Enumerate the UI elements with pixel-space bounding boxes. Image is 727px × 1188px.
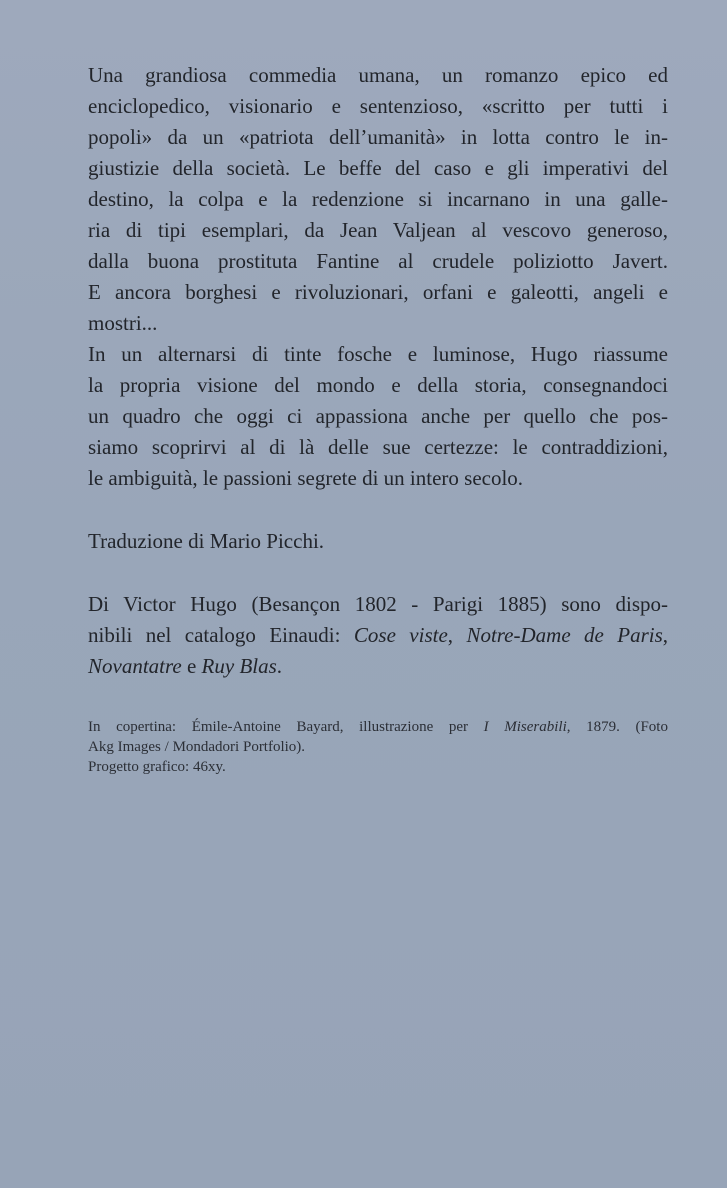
author-note-line-3 xyxy=(88,651,668,682)
blurb-line: dalla buona prostituta Fantine al crudele poliziotto Javert. xyxy=(88,249,668,273)
book-title-novantatre: Novantatre xyxy=(88,654,182,678)
blurb-line: enciclopedico, visionario e sentenzioso, «scritto per tutti i xyxy=(88,94,668,118)
book-title-cose-viste: Cose viste xyxy=(353,623,448,647)
blurb-paragraph-2 xyxy=(88,339,668,494)
cover-credit-line-1 xyxy=(88,717,668,737)
book-title-notre-dame: Notre-Dame de Paris xyxy=(466,623,663,647)
author-note xyxy=(88,589,668,682)
paragraph-gap xyxy=(88,557,668,589)
blurb-line: siamo scoprirvi al di là delle sue certezze: le contraddizioni, xyxy=(88,435,668,459)
blurb-text xyxy=(88,60,668,682)
blurb-line: giustizie della società. Le beffe del caso e gli imperativi del xyxy=(88,156,668,180)
author-note-line-1: Di Victor Hugo (Besançon 1802 - Parigi 1885) sono dispo- xyxy=(88,592,668,616)
conjunction: e xyxy=(181,654,202,678)
design-credit: Progetto grafico: 46xy. xyxy=(88,759,226,775)
blurb-line: E ancora borghesi e rivoluzionari, orfani e galeotti, angeli e xyxy=(88,280,668,304)
blurb-line: le ambiguità, le passioni segrete di un intero secolo. xyxy=(88,466,524,490)
cover-credit-prefix: In copertina: Émile-Antoine Bayard, illustrazione per xyxy=(88,719,484,735)
translation-credit xyxy=(88,526,668,557)
cover-credit-suffix: , 1879. (Foto xyxy=(566,719,668,735)
author-note-prefix: nibili nel catalogo Einaudi: xyxy=(88,623,354,647)
cover-credit-title: I Miserabili xyxy=(483,719,567,735)
cover-credits xyxy=(88,717,668,777)
blurb-line: In un alternarsi di tinte fosche e luminose, Hugo riassume xyxy=(88,342,668,366)
blurb-paragraph-1 xyxy=(88,60,668,339)
cover-credit-line-2: Akg Images / Mondadori Portfolio). xyxy=(88,739,306,755)
separator: , xyxy=(662,623,669,647)
blurb-line: popoli» da un «patriota dell’umanità» in lotta contro le in- xyxy=(88,125,668,149)
author-note-line-2 xyxy=(88,620,668,651)
separator: , xyxy=(447,623,467,647)
period: . xyxy=(276,654,283,678)
book-title-ruy-blas: Ruy Blas xyxy=(201,654,277,678)
translation-line: Traduzione di Mario Picchi. xyxy=(88,529,325,553)
blurb-line: ria di tipi esemplari, da Jean Valjean al vescovo generoso, xyxy=(88,218,668,242)
paragraph-gap xyxy=(88,494,668,526)
blurb-line: Una grandiosa commedia umana, un romanzo epico ed xyxy=(88,63,668,87)
blurb-line: destino, la colpa e la redenzione si incarnano in una galle- xyxy=(88,187,668,211)
blurb-line: un quadro che oggi ci appassiona anche per quello che pos- xyxy=(88,404,668,428)
blurb-line: la propria visione del mondo e della storia, consegnandoci xyxy=(88,373,668,397)
blurb-line: mostri... xyxy=(88,311,158,335)
